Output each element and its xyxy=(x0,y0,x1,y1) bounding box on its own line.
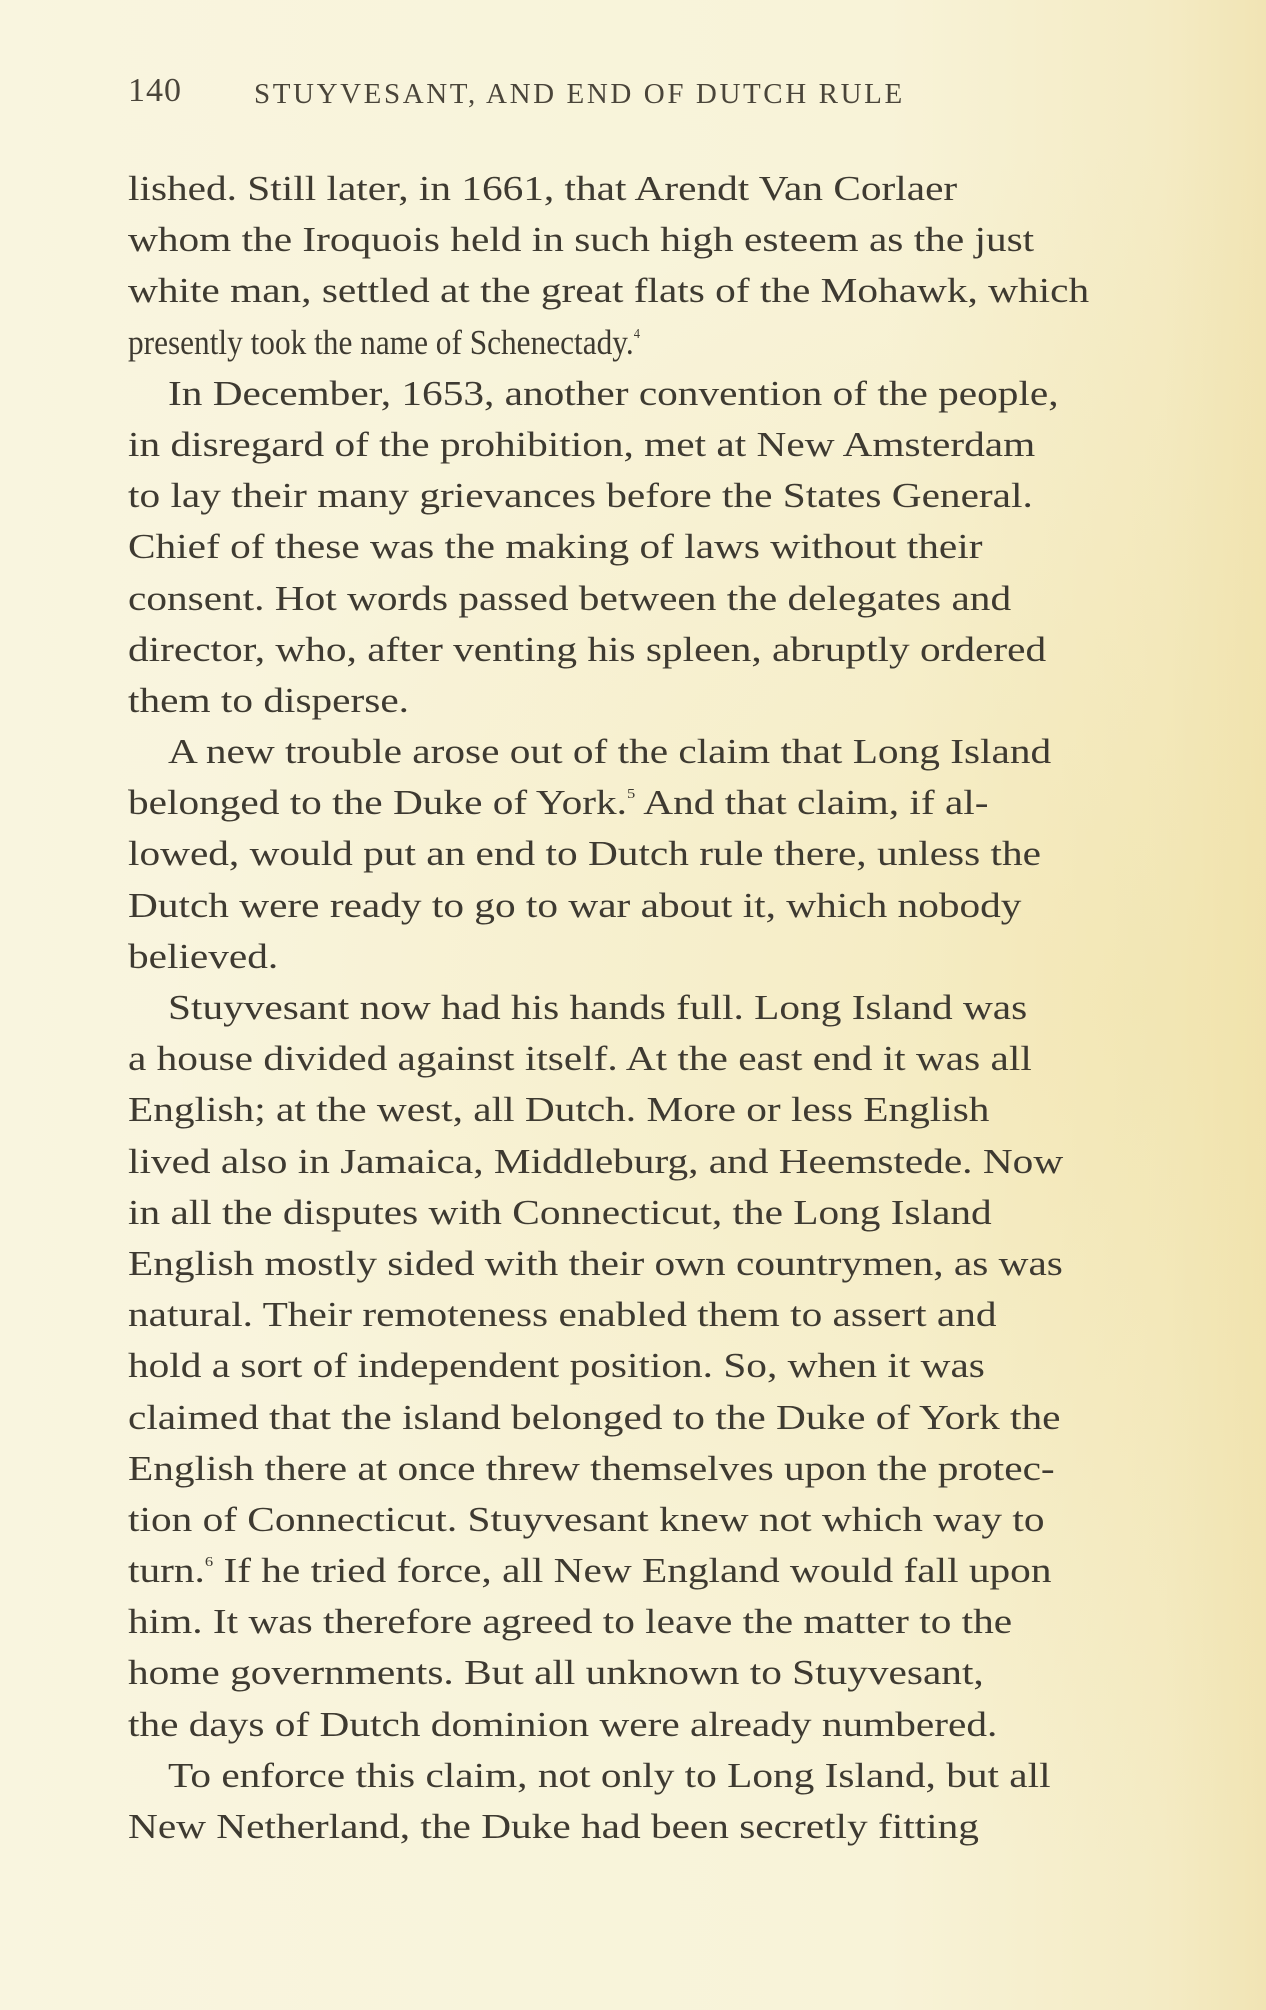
text-line xyxy=(128,1494,1188,1545)
text-line xyxy=(128,368,1188,419)
line-text: To enforce this claim, not only to Long Island, but all xyxy=(168,1755,1051,1795)
text-line xyxy=(128,1084,1188,1135)
text-line xyxy=(128,624,1188,675)
line-text: natural. Their remoteness enabled them to assert and xyxy=(128,1295,997,1335)
text-line xyxy=(128,265,1188,316)
text-line xyxy=(128,163,1188,214)
line-text: New Netherland, the Duke had been secretly fitting xyxy=(128,1807,979,1846)
footnote-marker: 6 xyxy=(204,1554,214,1570)
text-line xyxy=(128,1443,1188,1494)
text-line xyxy=(128,521,1188,572)
line-text: director, who, after venting his spleen, abruptly ordered xyxy=(128,629,1047,669)
running-head xyxy=(128,72,1073,122)
line-text: the days of Dutch dominion were already numbered. xyxy=(128,1704,998,1744)
line-text: A new trouble arose out of the claim that Long Island xyxy=(168,732,1052,772)
line-text: Stuyvesant now had his hands full. Long Island was xyxy=(168,988,1028,1027)
text-line xyxy=(128,1136,1188,1187)
text-line xyxy=(128,317,1188,368)
text-line xyxy=(128,982,1188,1033)
line-text: home governments. But all unknown to Stuyvesant, xyxy=(128,1653,984,1693)
line-text: lived also in Jamaica, Middleburg, and Heemstede. Now xyxy=(128,1141,1064,1181)
text-line xyxy=(128,880,1188,931)
text-line xyxy=(128,1699,1188,1750)
text-line xyxy=(128,214,1188,265)
text-line xyxy=(128,828,1188,879)
text-line xyxy=(128,777,1188,828)
line-text: lished. Still later, in 1661, that Arendt Van Corlaer xyxy=(128,169,958,208)
line-text: to lay their many grievances before the States General. xyxy=(128,476,1033,516)
text-line xyxy=(128,1238,1188,1289)
line-text: lowed, would put an end to Dutch rule there, unless the xyxy=(128,834,1041,874)
text-line xyxy=(128,1596,1188,1647)
line-text: them to disperse. xyxy=(128,680,410,720)
text-line xyxy=(128,1801,1188,1852)
line-text: him. It was therefore agreed to leave the matter to the xyxy=(128,1602,1013,1642)
text-line xyxy=(128,573,1188,624)
line-text-continued: If he tried force, all New England would fall upon xyxy=(213,1551,1052,1591)
line-text: presently took the name of Schenectady. xyxy=(128,322,634,362)
line-text: a house divided against itself. At the east end it was all xyxy=(128,1039,1032,1079)
line-text: Dutch were ready to go to war about it, which nobody xyxy=(128,885,1022,925)
text-line xyxy=(128,470,1188,521)
text-line xyxy=(128,1545,1188,1596)
line-text: believed. xyxy=(128,936,279,976)
text-line xyxy=(128,675,1188,726)
text-line xyxy=(128,726,1188,777)
line-text: white man, settled at the great flats of the Mohawk, which xyxy=(128,271,1090,311)
line-text: in disregard of the prohibition, met at New Amsterdam xyxy=(128,424,1036,464)
page-number: 140 xyxy=(128,72,182,109)
line-text: English there at once threw themselves upon the protec- xyxy=(128,1448,1055,1488)
text-line xyxy=(128,1340,1188,1391)
line-text: claimed that the island belonged to the Duke of York the xyxy=(128,1397,1061,1437)
footnote-marker: 5 xyxy=(626,787,636,803)
line-text: in all the disputes with Connecticut, the Long Island xyxy=(128,1192,992,1232)
text-line xyxy=(128,419,1188,470)
text-line xyxy=(128,1187,1188,1238)
text-line xyxy=(128,1033,1188,1084)
line-text: belonged to the Duke of York. xyxy=(128,783,627,823)
text-line xyxy=(128,1289,1188,1340)
line-text: Chief of these was the making of laws without their xyxy=(128,527,983,567)
line-text: tion of Connecticut. Stuyvesant knew not which way to xyxy=(128,1499,1045,1539)
body-text xyxy=(128,163,1188,1852)
footnote-marker: 4 xyxy=(633,326,641,342)
text-line xyxy=(128,1750,1188,1801)
text-line xyxy=(128,1647,1188,1698)
chapter-title: STUYVESANT, AND END OF DUTCH RULE xyxy=(254,78,905,110)
line-text: In December, 1653, another convention of the people, xyxy=(168,373,1059,413)
line-text: English; at the west, all Dutch. More or less English xyxy=(128,1090,990,1130)
text-line xyxy=(128,931,1188,982)
text-line xyxy=(128,1392,1188,1443)
line-text: turn. xyxy=(128,1551,205,1591)
line-text: English mostly sided with their own countrymen, as was xyxy=(128,1243,1063,1283)
line-text-continued: And that claim, if al- xyxy=(635,783,989,823)
line-text: whom the Iroquois held in such high esteem as the just xyxy=(128,220,1035,260)
line-text: hold a sort of independent position. So, when it was xyxy=(128,1346,985,1386)
line-text: consent. Hot words passed between the delegates and xyxy=(128,578,1012,618)
